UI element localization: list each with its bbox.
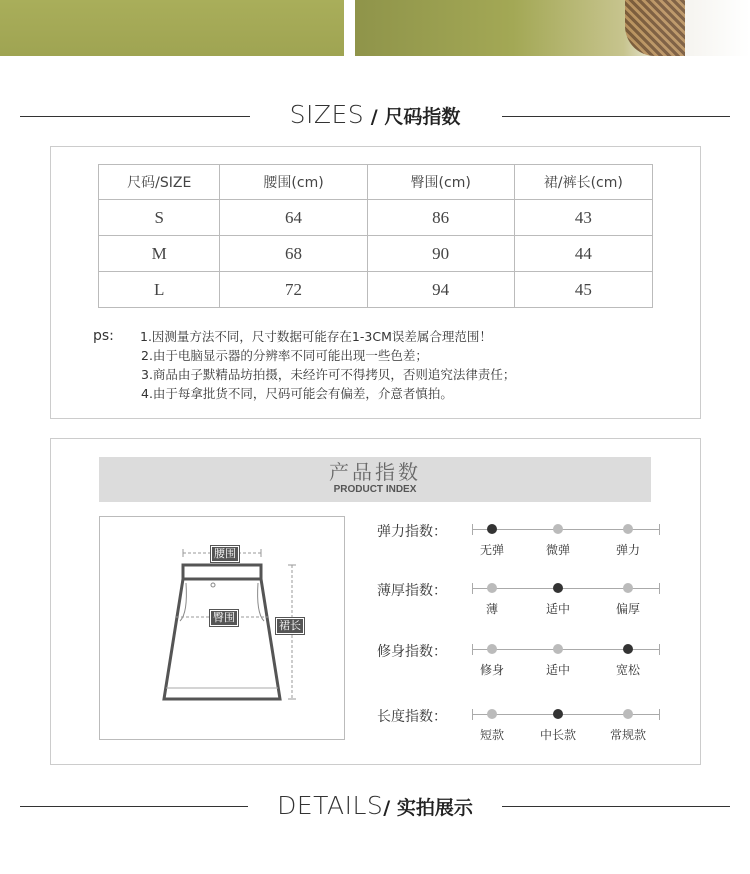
size-cell: S [99, 200, 220, 236]
product-photo-right [355, 0, 750, 56]
index-option: 短款 [479, 728, 504, 742]
length-label: 裙长 [276, 618, 304, 634]
product-index-title-cn: 产品指数 [329, 460, 421, 484]
index-dot [487, 709, 497, 719]
note-item: 4.由于每拿批货不同，尺码可能会有偏差，介意者慎拍。 [141, 386, 453, 401]
note-item: 3.商品由子默精品坊拍摄，未经许可不得拷贝，否则追究法律责任； [141, 367, 516, 382]
index-dot [623, 583, 633, 593]
skirt-body [164, 579, 280, 699]
index-scale-end [659, 709, 660, 720]
index-dot [623, 709, 633, 719]
index-option: 薄 [485, 602, 498, 616]
details-title-cn: 实拍展示 [396, 797, 473, 819]
sizes-title-cn: 尺码指数 [384, 106, 461, 128]
note-item: 1.因测量方法不同，尺寸数据可能存在1-3CM误差属合理范围！ [140, 329, 492, 344]
hip-cell: 86 [367, 200, 514, 236]
product-index-title-en: PRODUCT INDEX [333, 484, 417, 495]
index-scale-end [659, 583, 660, 594]
index-dot [623, 524, 633, 534]
waist-cell: 68 [220, 236, 367, 272]
details-section-header [0, 787, 750, 827]
size-table-header-row [99, 165, 653, 200]
sizes-section-header [0, 97, 750, 137]
index-option: 中长款 [539, 728, 576, 742]
waist-cell: 72 [220, 272, 367, 308]
index-scale-end [472, 583, 473, 594]
size-table-header: 腰围(cm) [220, 165, 367, 200]
index-dot [553, 644, 563, 654]
notes-label: ps: [93, 328, 114, 344]
details-title-slash: / [383, 797, 397, 819]
index-dot [553, 583, 563, 593]
index-label: 薄厚指数： [377, 583, 447, 599]
length-cell: 43 [514, 200, 652, 236]
index-scale-end [472, 524, 473, 535]
length-cell: 44 [514, 236, 652, 272]
basket-decor [625, 0, 685, 56]
size-table-header: 裙/裤长(cm) [514, 165, 652, 200]
index-scale-end [472, 644, 473, 655]
index-label: 修身指数： [377, 644, 447, 660]
hip-cell: 90 [367, 236, 514, 272]
length-cell: 45 [514, 272, 652, 308]
index-dot [487, 583, 497, 593]
index-row-elasticity [377, 519, 657, 559]
size-table [98, 164, 653, 308]
skirt-waistband [183, 565, 261, 579]
index-dot [553, 709, 563, 719]
index-option: 常规款 [609, 728, 646, 742]
skirt-measurement-diagram [99, 516, 345, 740]
waist-label: 腰围 [211, 546, 239, 562]
index-dot [623, 644, 633, 654]
size-table-header: 臀围(cm) [367, 165, 514, 200]
waist-cell: 64 [220, 200, 367, 236]
hip-label: 臀围 [210, 610, 238, 626]
table-row [99, 200, 653, 236]
index-scale-end [659, 524, 660, 535]
index-scale-end [659, 644, 660, 655]
table-row [99, 236, 653, 272]
size-cell: L [99, 272, 220, 308]
size-chart-box [50, 146, 701, 419]
index-row-thickness [377, 578, 657, 618]
product-index-banner [99, 457, 651, 502]
sizes-title-en: SIZES [289, 100, 365, 129]
index-dot [487, 524, 497, 534]
index-dot [487, 644, 497, 654]
size-table-header: 尺码/SIZE [99, 165, 220, 200]
sizes-title [0, 100, 750, 129]
notes-list [141, 327, 515, 403]
index-option: 宽松 [615, 663, 640, 677]
product-photo-left [0, 0, 344, 56]
index-option: 无弹 [479, 543, 504, 557]
index-dot [553, 524, 563, 534]
hip-cell: 94 [367, 272, 514, 308]
index-row-fit [377, 639, 657, 679]
table-row [99, 272, 653, 308]
index-label: 弹力指数： [377, 524, 447, 540]
index-label: 长度指数： [377, 709, 447, 725]
index-option: 偏厚 [615, 602, 640, 616]
index-option: 适中 [545, 602, 570, 616]
index-option: 适中 [545, 663, 570, 677]
index-option: 弹力 [615, 543, 640, 557]
note-item: 2.由于电脑显示器的分辨率不同可能出现一些色差； [141, 348, 428, 363]
product-index-box [50, 438, 701, 765]
index-row-length [377, 704, 657, 744]
index-scale-end [472, 709, 473, 720]
sizes-title-slash: / [364, 106, 385, 128]
size-cell: M [99, 236, 220, 272]
details-title-en: DETAILS [277, 791, 384, 820]
index-option: 微弹 [545, 543, 570, 557]
index-option: 修身 [479, 663, 504, 677]
details-title [0, 791, 750, 820]
